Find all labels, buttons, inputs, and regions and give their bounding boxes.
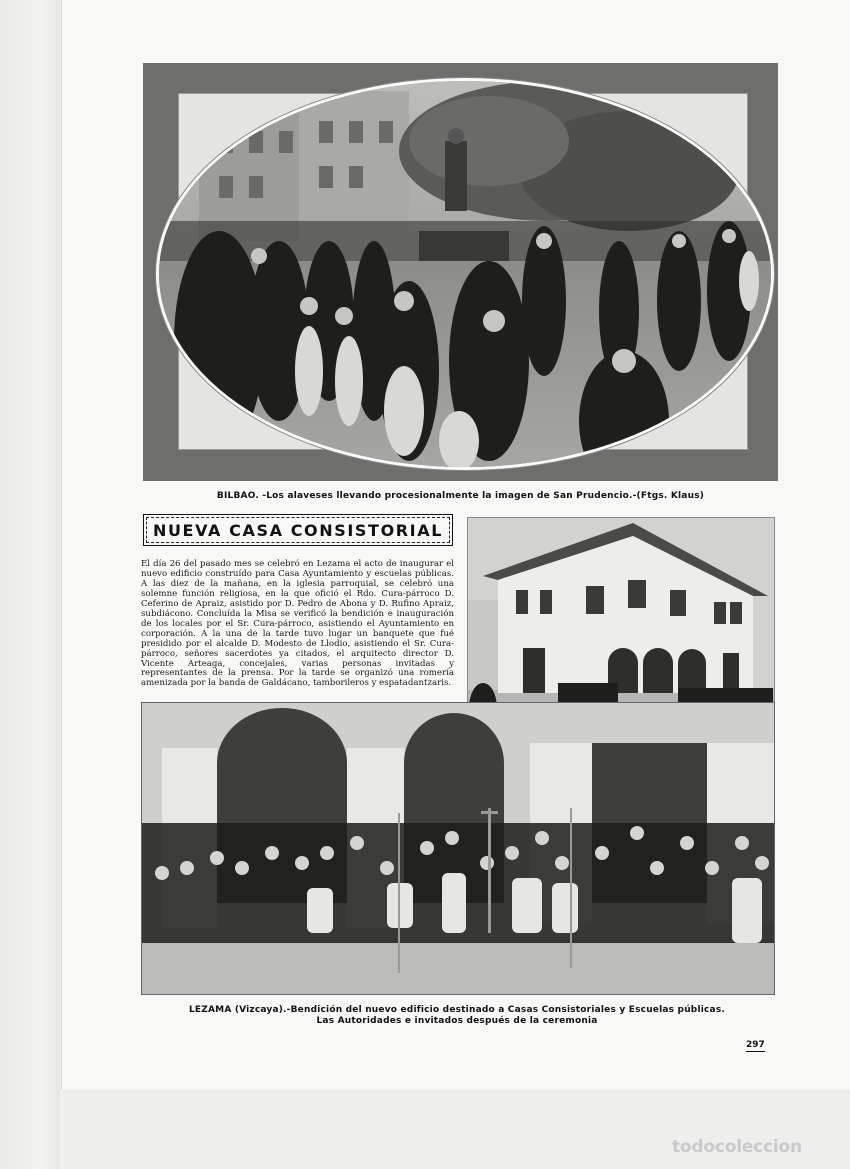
lezama-caption-line2: Las Autoridades e invitados después de la ceremonia (316, 1016, 598, 1026)
lezama-group-photo-image (142, 703, 774, 994)
procession-photo-caption: BILBAO. -Los alaveses llevando procesionalmente la imagen de San Prudencio.-(Ftgs. Klaus) (216, 491, 705, 501)
scan-margin (0, 0, 60, 1169)
watermark-logo: todocoleccion (672, 1137, 802, 1157)
procession-photo (156, 78, 774, 470)
article-body: El día 26 del pasado mes se celebró en Lezama el acto de inaugurar el nuevo edificio construído para Casa Ayuntamiento y escuelas públicas. A las diez de la mañana, en la iglesia parroquial, se celebró una solemne función religiosa, en la que ofició el Rdo. Cura-párroco D. Ceferino de Apraiz, asistido por D. Pedro de Abona y D. Rufino Apraiz, subdiácono. Concluída la Misa se verificó la bendición e inauguración de los locales por el Sr. Cura-párroco, asistiendo el Ayuntamiento en corporación. A la una de la tarde tuvo lugar un banquete que fué presidido por el alcalde D. Modesto de Llodio, asistiendo el Sr. Cura-párroco, señores sacerdotes ya citados, el arquitecto director D. Vicente Arteaga, concejales, varias personas invitadas y representantes de la prensa. Por la tarde se organizó una romería amenizada por la banda de Galdácano, tamborileros y espatadantzaris. (141, 559, 454, 689)
procession-photo-image (159, 81, 771, 467)
scan-bottom-strip (62, 1090, 850, 1169)
lezama-caption-line1: LEZAMA (Vizcaya).-Bendición del nuevo edificio destinado a Casas Consistoriales y Escuelas públicas. (188, 1005, 726, 1015)
page-number: 297 (746, 1040, 765, 1050)
article-heading-box (143, 514, 453, 546)
lezama-group-photo (141, 702, 775, 995)
lezama-photo-caption (141, 1005, 773, 1027)
article-heading: NUEVA CASA CONSISTORIAL (152, 520, 444, 540)
